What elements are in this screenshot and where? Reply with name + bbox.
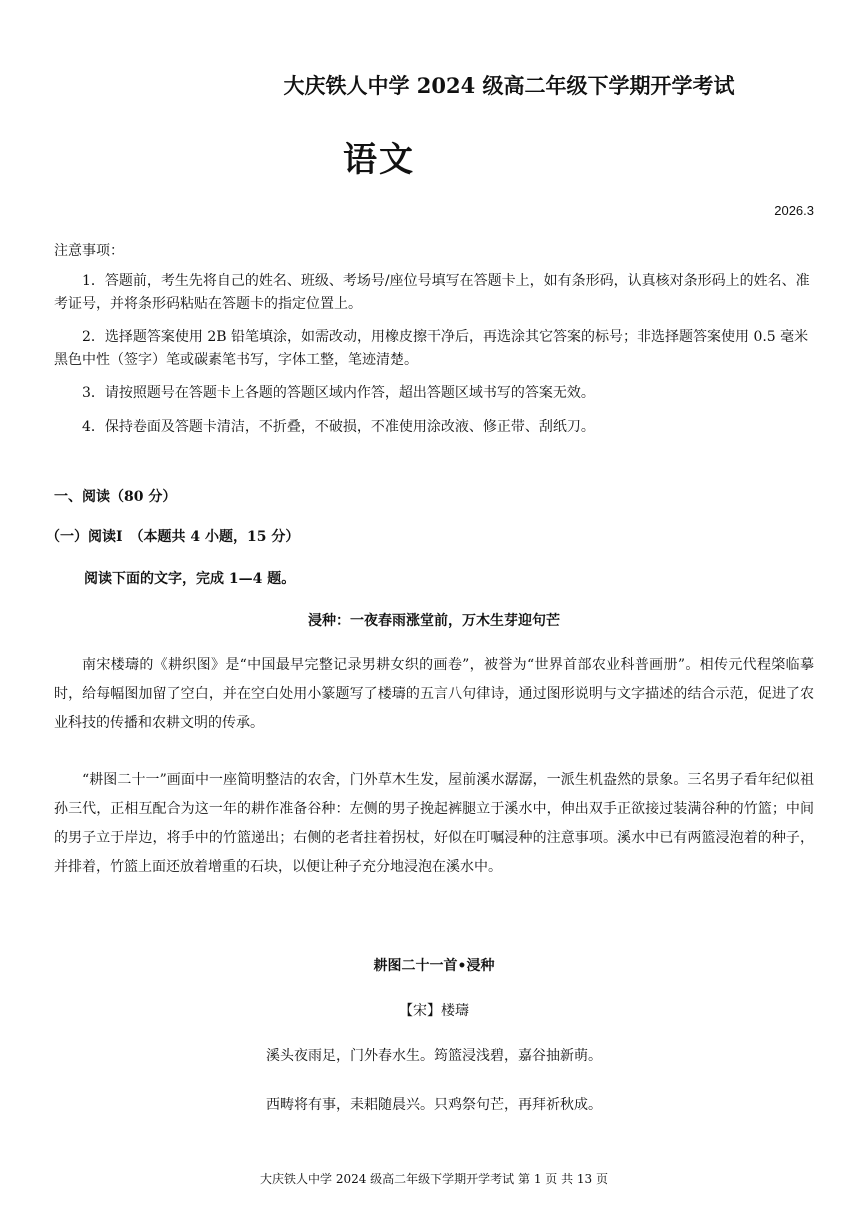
article-paragraph-2: “耕图二十一”画面中一座简明整洁的农舍，门外草木生发，屋前溪水潺潺，一派生机盎然的景象。三名男子看年纪似祖孙三代，正相互配合为这一年的耕作准备谷种：左侧的男子挽起裤腿立于溪水中，伸出双手正欲接过装满谷种的竹篮；中间的男子立于岸边，将手中的竹篮递出；右侧的老者拄着拐杖，好似在叮嘱浸种的注意事项。溪水中已有两篮浸泡着的种子，并排着，竹篮上面还放着增重的石块，以便让种子充分地浸泡在溪水中。: [54, 772, 814, 875]
subject-title: 语文: [343, 140, 415, 180]
page-footer: 大庆铁人中学 2024 级高二年级下学期开学考试 第 1 页 共 13 页: [260, 1172, 608, 1186]
exam-date: 2026.3: [774, 203, 814, 218]
notice-item-2: 2．选择题答案使用 2B 铅笔填涂，如需改动，用橡皮擦干净后，再选涂其它答案的标号；非选择题答案使用 0.5 毫米黑色中性（签字）笔或碳素笔书写，字体工整，笔迹清楚。: [54, 329, 809, 368]
section-reading1-heading: （一）阅读Ⅰ （本题共 4 小题，15 分）: [46, 529, 300, 545]
poem-title: 耕图二十一首•浸种: [373, 958, 495, 974]
poem-author: 【宋】楼璹: [399, 1003, 469, 1019]
article-paragraph-1: 南宋楼璹的《耕织图》是“中国最早完整记录男耕女织的画卷”，被誉为“世界首部农业科普画册”。相传元代程棨临摹时，给每幅图加留了空白，并在空白处用小篆题写了楼璹的五言八句律诗，通过图形说明与文字描述的结合示范，促进了农业科技的传播和农耕文明的传承。: [54, 657, 814, 731]
notice-item-1: 1．答题前，考生先将自己的姓名、班级、考场号/座位号填写在答题卡上，如有条形码，认真核对条形码上的姓名、准考证号，并将条形码粘贴在答题卡的指定位置上。: [54, 273, 810, 312]
reading-instruction: 阅读下面的文字，完成 1—4 题。: [84, 571, 296, 587]
poem-line-1: 溪头夜雨足，门外春水生。筠篮浸浅碧，嘉谷抽新萌。: [266, 1048, 602, 1064]
exam-title: 大庆铁人中学 2024 级高二年级下学期开学考试: [283, 73, 735, 98]
notice-item-4: 4．保持卷面及答题卡清洁，不折叠，不破损，不准使用涂改液、修正带、刮纸刀。: [82, 419, 595, 435]
article-title: 浸种：一夜春雨涨堂前，万木生芽迎句芒: [308, 613, 560, 629]
poem-line-2: 西畴将有事，耒耜随晨兴。只鸡祭句芒，再拜祈秋成。: [266, 1097, 602, 1113]
section-reading-heading: 一、阅读（80 分）: [54, 489, 177, 505]
notice-heading: 注意事项：: [54, 243, 124, 259]
notice-item-3: 3．请按照题号在答题卡上各题的答题区域内作答，超出答题区域书写的答案无效。: [82, 385, 595, 401]
